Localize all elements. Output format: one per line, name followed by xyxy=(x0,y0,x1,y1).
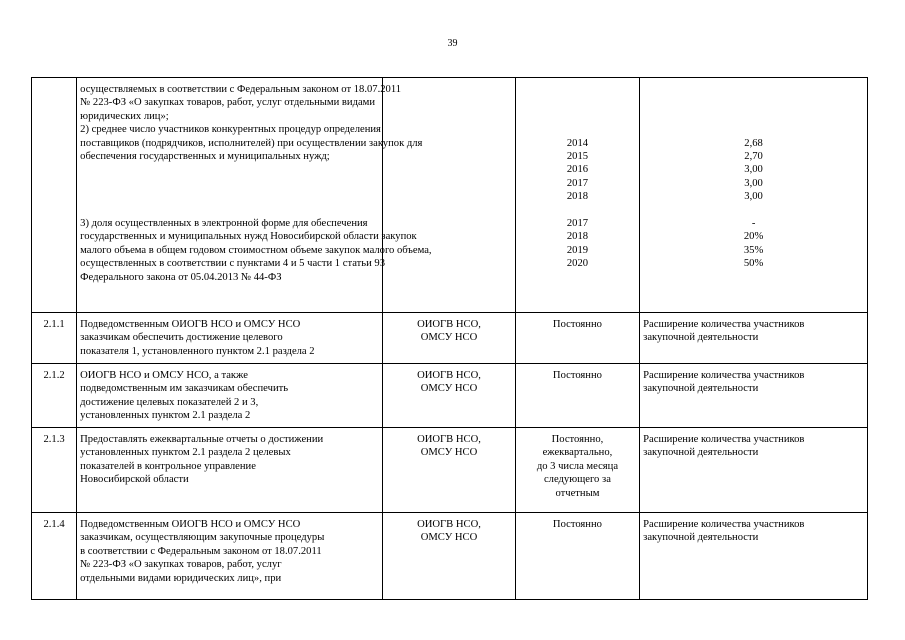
text-line: ОИОГВ НСО, xyxy=(417,519,481,530)
table-row xyxy=(32,428,868,513)
text-line: отчетным xyxy=(555,487,600,499)
text-line: ОМСУ НСО xyxy=(420,383,478,395)
result-cell xyxy=(640,428,868,513)
text-line: ОИОГВ НСО, xyxy=(417,319,481,330)
text-line: установленных пунктом 2.1 раздела 2 целевых xyxy=(80,447,291,459)
text-line: Расширение количества участников xyxy=(643,519,805,530)
text-line: Новосибирской области xyxy=(80,474,189,486)
text-line: 2,70 xyxy=(744,151,763,163)
text-line xyxy=(80,177,379,190)
text-line: Расширение количества участников xyxy=(643,434,805,445)
text-line: 35% xyxy=(743,244,764,256)
text-line: поставщиков (подрядчиков, исполнителей) при осуществлении закупок для xyxy=(80,137,423,149)
text-line: ОИОГВ НСО, xyxy=(417,370,481,381)
text-line: 2017 xyxy=(566,218,589,230)
term-cell xyxy=(515,364,639,428)
text-line: отдельными видами юридических лиц», при xyxy=(80,572,282,584)
text-line: закупочной деятельности xyxy=(643,383,759,395)
row-number-cell: 2.1.1 xyxy=(32,313,77,364)
text-line: подведомственным им заказчикам обеспечить xyxy=(80,383,289,395)
text-line: Подведомственным ОИОГВ НСО и ОМСУ НСО xyxy=(80,519,301,530)
text-line: 50% xyxy=(743,258,764,270)
text-line xyxy=(519,96,636,109)
row-number-cell: 2.1.4 xyxy=(32,513,77,600)
text-line: ежеквартально, xyxy=(542,447,613,459)
text-line xyxy=(643,110,864,123)
text-line: Расширение количества участников xyxy=(643,370,805,381)
executor-cell xyxy=(383,364,515,428)
row-number-cell: 2.1.3 xyxy=(32,428,77,513)
text-line: ОМСУ НСО xyxy=(420,447,478,459)
text-line: 2018 xyxy=(566,231,589,243)
task-cell xyxy=(77,364,383,428)
text-line: закупочной деятельности xyxy=(643,447,759,459)
text-line: Постоянно xyxy=(552,370,602,381)
text-line xyxy=(80,190,379,203)
executor-cell xyxy=(383,428,515,513)
text-line: достижение целевых показателей 2 и 3, xyxy=(80,396,259,408)
text-line: Предоставлять ежеквартальные отчеты о достижении xyxy=(80,434,324,445)
text-line xyxy=(80,163,379,176)
text-line: 3,00 xyxy=(744,164,763,176)
text-line: показателя 1, установленного пунктом 2.1 раздела 2 xyxy=(80,345,315,357)
text-line xyxy=(80,204,379,217)
executor-cell xyxy=(383,313,515,364)
table-row xyxy=(32,364,868,428)
text-line: ОМСУ НСО xyxy=(420,532,478,544)
text-line: 2) среднее число участников конкурентных процедур определения xyxy=(80,124,381,136)
text-line: ОМСУ НСО xyxy=(420,332,478,344)
text-line: 2014 xyxy=(566,137,589,149)
text-line: ОИОГВ НСО, xyxy=(417,434,481,445)
text-line xyxy=(519,204,636,217)
text-line: показателей в контрольное управление xyxy=(80,460,256,472)
term-cell xyxy=(515,428,639,513)
text-line: 2016 xyxy=(566,164,589,176)
text-line: государственных и муниципальных нужд Новосибирской области закупок xyxy=(80,231,417,243)
text-line: следующего за xyxy=(543,474,611,486)
text-line: установленных пунктом 2.1 раздела 2 xyxy=(80,410,251,422)
page-number: 39 xyxy=(447,38,458,49)
text-line: Подведомственным ОИОГВ НСО и ОМСУ НСО xyxy=(80,319,301,330)
text-line: 2,68 xyxy=(744,137,763,149)
result-cell xyxy=(640,313,868,364)
text-line xyxy=(643,123,864,136)
text-line: заказчикам обеспечить достижение целевого xyxy=(80,332,283,344)
executor-cell xyxy=(383,513,515,600)
text-line: 2019 xyxy=(566,244,589,256)
text-line: в соответствии с Федеральным законом от 18.07.2011 xyxy=(80,545,322,557)
text-line: малого объема в общем годовом стоимостном объеме закупок малого объема, xyxy=(80,244,432,256)
text-line: 3) доля осуществленных в электронной форме для обеспечения xyxy=(80,218,368,230)
text-line xyxy=(643,204,864,217)
text-line xyxy=(519,123,636,136)
text-line: Постоянно xyxy=(552,319,602,330)
text-line: Постоянно xyxy=(552,519,602,530)
indicator-description-cell xyxy=(77,78,432,313)
text-line: - xyxy=(751,218,756,230)
result-cell xyxy=(640,513,868,600)
table-row xyxy=(32,513,868,600)
text-line: юридических лиц»; xyxy=(80,110,169,122)
values-cell xyxy=(640,78,868,313)
text-line: закупочной деятельности xyxy=(643,532,759,544)
task-cell xyxy=(77,428,383,513)
text-line: № 223-ФЗ «О закупках товаров, работ, услуг xyxy=(80,559,282,571)
text-line: Постоянно, xyxy=(551,434,604,445)
executor-cell xyxy=(383,78,515,313)
text-line: обеспечения государственных и муниципальных нужд; xyxy=(80,151,330,163)
task-cell xyxy=(77,513,383,600)
table-row xyxy=(32,78,868,313)
measures-table xyxy=(31,77,868,600)
term-cell xyxy=(515,513,639,600)
text-line: Федерального закона от 05.04.2013 № 44-ФЗ xyxy=(80,271,282,283)
row-number-cell: 2.1.2 xyxy=(32,364,77,428)
text-line: 2017 xyxy=(566,177,589,189)
text-line xyxy=(643,83,864,96)
term-cell xyxy=(515,313,639,364)
text-line xyxy=(519,83,636,96)
text-line xyxy=(519,110,636,123)
text-line: 3,00 xyxy=(744,177,763,189)
text-line: ОИОГВ НСО и ОМСУ НСО, а также xyxy=(80,370,248,381)
years-cell xyxy=(515,78,639,313)
text-line: Расширение количества участников xyxy=(643,319,805,330)
text-line: осуществленных в соответствии с пунктами 4 и 5 части 1 статьи 93 xyxy=(80,258,386,270)
row-number-cell xyxy=(32,78,77,313)
text-line: 2018 xyxy=(566,191,589,203)
text-line: 2020 xyxy=(566,258,589,270)
text-line: № 223-ФЗ «О закупках товаров, работ, услуг отдельными видами xyxy=(80,97,376,109)
text-line: закупочной деятельности xyxy=(643,332,759,344)
text-line: 3,00 xyxy=(744,191,763,203)
table-row xyxy=(32,313,868,364)
text-line: заказчикам, осуществляющим закупочные процедуры xyxy=(80,532,325,544)
text-line: 20% xyxy=(743,231,764,243)
text-line xyxy=(643,96,864,109)
result-cell xyxy=(640,364,868,428)
text-line: до 3 числа месяца xyxy=(536,460,619,472)
text-line: осуществляемых в соответствии с Федеральным законом от 18.07.2011 xyxy=(80,84,402,95)
task-cell xyxy=(77,313,383,364)
text-line: 2015 xyxy=(566,151,589,163)
